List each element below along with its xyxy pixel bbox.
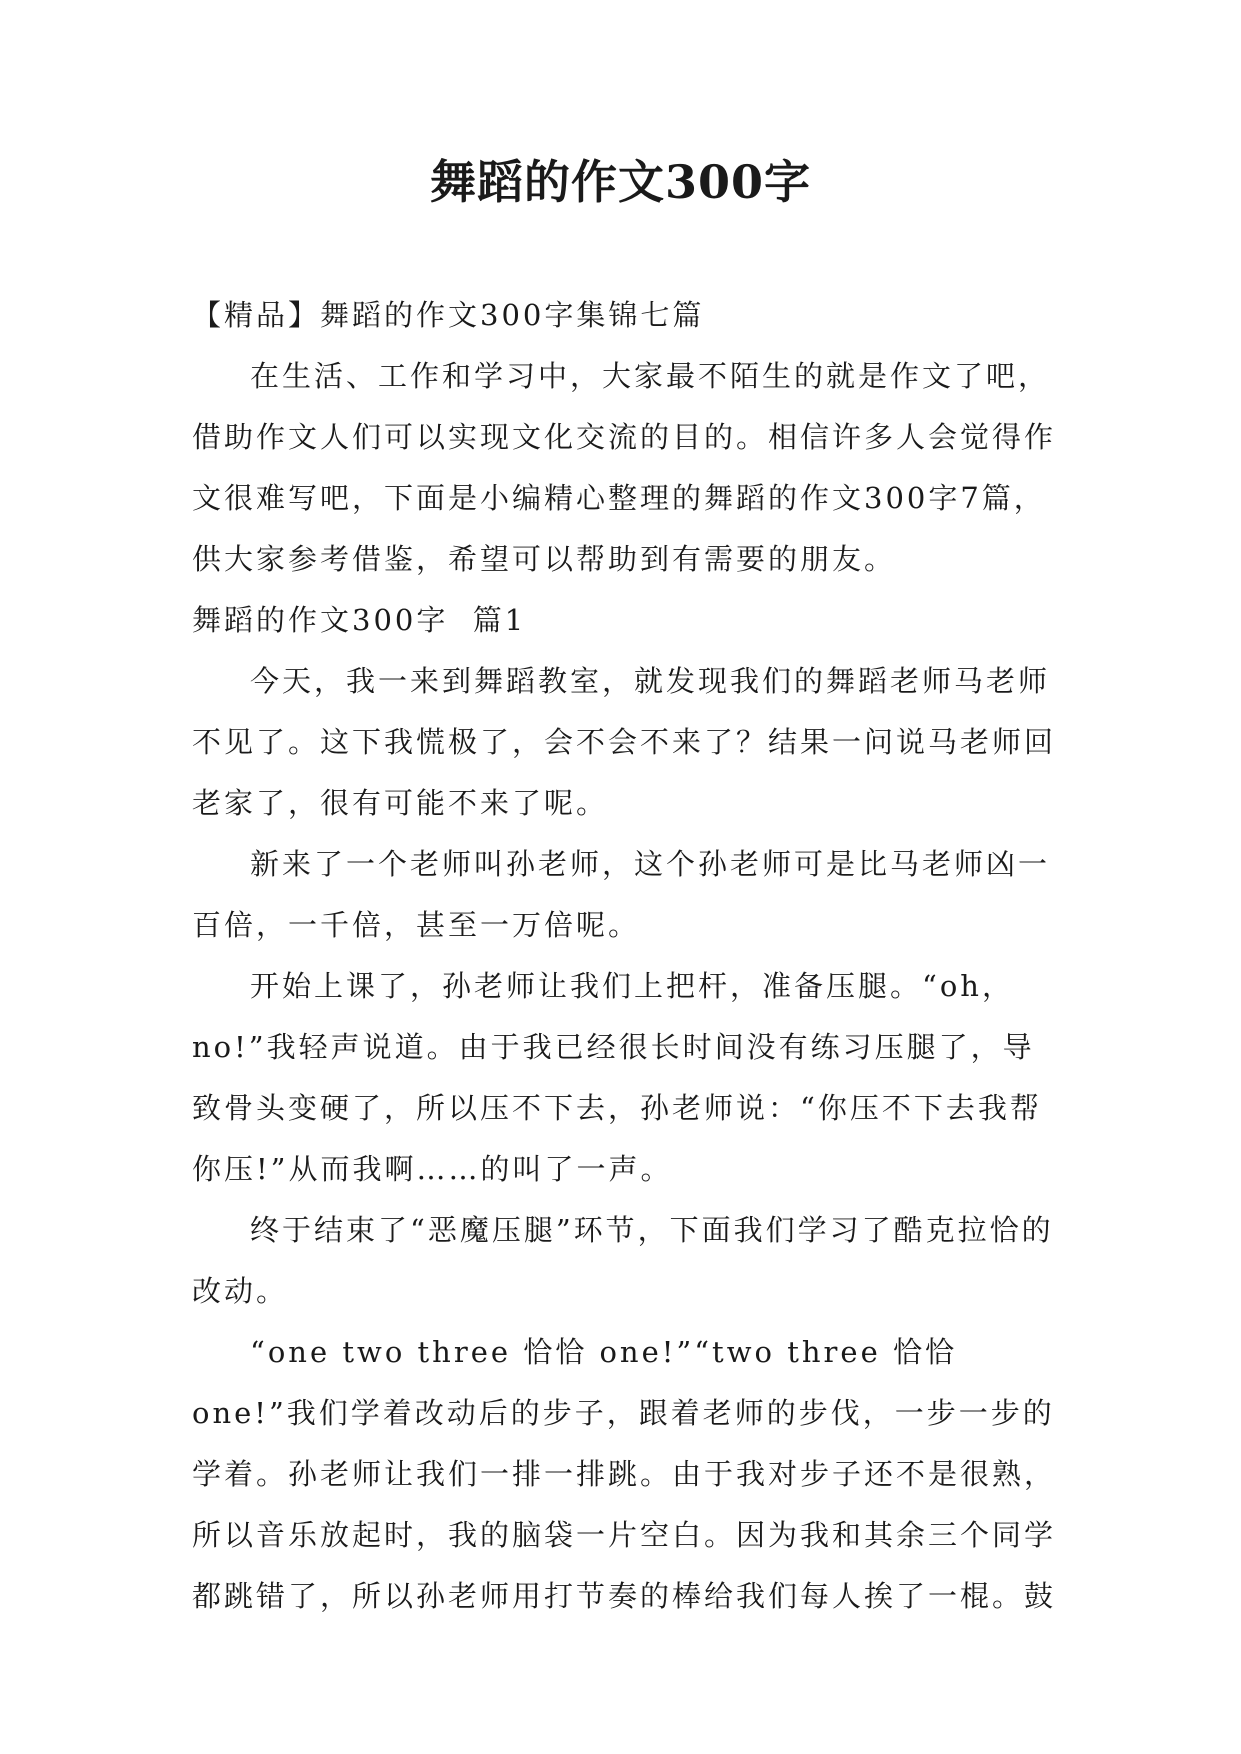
section-heading: 舞蹈的作文300字 篇1	[192, 603, 527, 637]
document-body	[192, 285, 1060, 1627]
body-paragraph: 开始上课了，孙老师让我们上把杆，准备压腿。“oh，no!”我轻声说道。由于我已经很长时间没有练习压腿了，导致骨头变硬了，所以压不下去，孙老师说：“你压不下去我帮你压!”从而我啊……的叫了一声。	[192, 969, 1042, 1186]
document-title: 舞蹈的作文300字	[429, 155, 812, 209]
body-paragraph: “one two three 恰恰 one!”“two three 恰恰 one!”我们学着改动后的步子，跟着老师的步伐，一步一步的学着。孙老师让我们一排一排跳。由于我对步子还不是很熟，所以音乐放起时，我的脑袋一片空白。因为我和其余三个同学都跳错了，所以孙老师用打节奏的棒给我们每人挨了一棍。鼓	[192, 1335, 1057, 1613]
body-paragraph: 新来了一个老师叫孙老师，这个孙老师可是比马老师凶一百倍，一千倍，甚至一万倍呢。	[192, 847, 1051, 942]
intro-paragraph: 在生活、工作和学习中，大家最不陌生的就是作文了吧，借助作文人们可以实现文化交流的目的。相信许多人会觉得作文很难写吧，下面是小编精心整理的舞蹈的作文300字7篇，供大家参考借鉴，希望可以帮助到有需要的朋友。	[192, 359, 1057, 576]
document-subtitle: 【精品】舞蹈的作文300字集锦七篇	[192, 298, 705, 332]
body-paragraph: 终于结束了“恶魔压腿”环节，下面我们学习了酷克拉恰的改动。	[192, 1213, 1054, 1308]
body-paragraph: 今天，我一来到舞蹈教室，就发现我们的舞蹈老师马老师不见了。这下我慌极了，会不会不来了？结果一问说马老师回老家了，很有可能不来了呢。	[192, 664, 1057, 820]
